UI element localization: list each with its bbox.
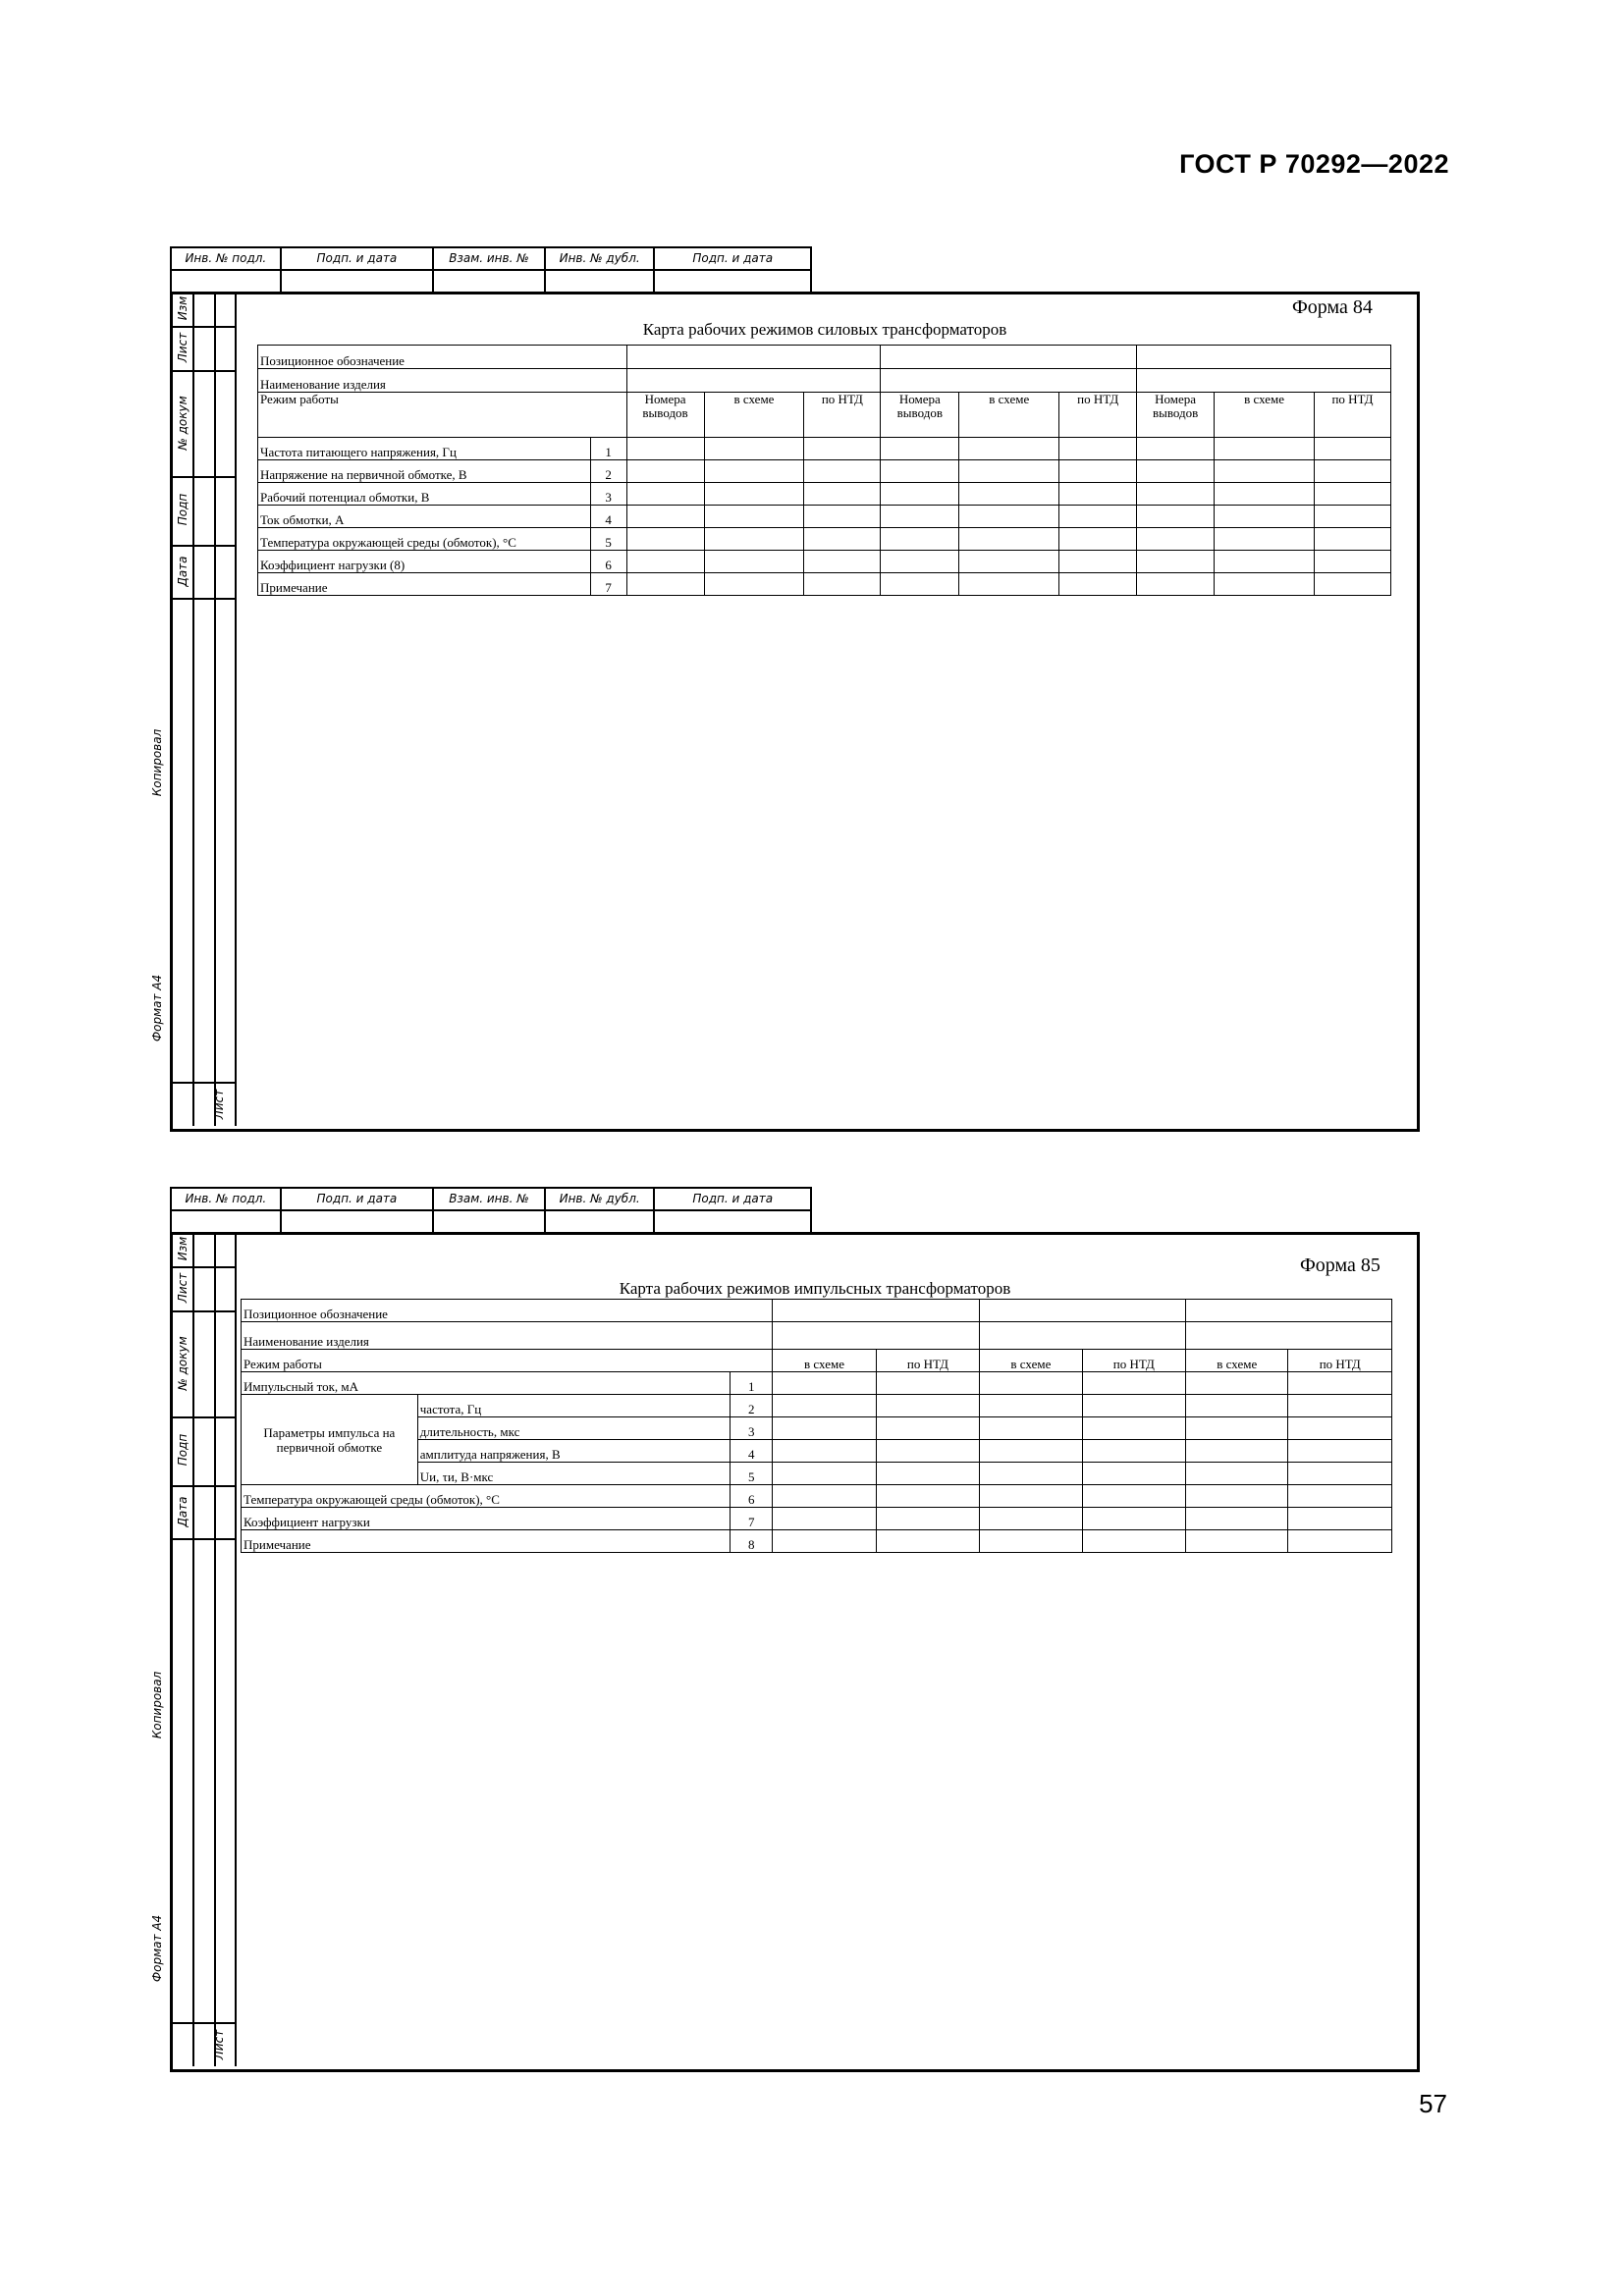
table-cell [626, 346, 881, 369]
stamp-strip-85 [170, 1187, 812, 1234]
form-title: Карта рабочих режимов силовых трансформаторов [642, 320, 1007, 339]
stamp-inv-podl: Инв. № подл. [171, 247, 281, 270]
table-cell [626, 369, 881, 393]
table-row [242, 1508, 1392, 1530]
table-cell [980, 1300, 1186, 1322]
stamp-cell [545, 270, 655, 293]
param-number: 8 [731, 1530, 773, 1553]
table-row [242, 1485, 1392, 1508]
param-label: Коэффициент нагрузки [242, 1508, 731, 1530]
form-title: Карта рабочих режимов импульсных трансформаторов [619, 1279, 1011, 1298]
header-ntd: по НТД [804, 393, 881, 438]
param-number: 5 [590, 528, 626, 551]
header-scheme: в схеме [980, 1350, 1082, 1372]
table-row [258, 483, 1391, 506]
stamp-cell [281, 270, 433, 293]
row-label-mode: Режим работы [242, 1350, 773, 1372]
table-row [258, 506, 1391, 528]
param-number: 3 [590, 483, 626, 506]
header-ntd: по НТД [876, 1350, 979, 1372]
param-number: 4 [731, 1440, 773, 1463]
table-cell [773, 1300, 980, 1322]
param-label: Ток обмотки, А [258, 506, 591, 528]
table-row [242, 1372, 1392, 1395]
stamp-strip-84 [170, 246, 812, 294]
side-label-izm: Изм [176, 295, 189, 321]
side-label-podp: Подп [176, 493, 189, 526]
param-number: 2 [731, 1395, 773, 1417]
table-cell [1137, 346, 1391, 369]
side-label-list: Лист [176, 332, 189, 363]
stamp-podp-data-2: Подп. и дата [654, 1188, 811, 1210]
form-label: Форма 84 [1292, 296, 1373, 318]
side-label-data: Дата [176, 1496, 189, 1527]
copied-label: Копировал [150, 1671, 164, 1739]
param-number: 1 [590, 438, 626, 460]
table-row [258, 551, 1391, 573]
row-label-mode: Режим работы [258, 393, 627, 438]
table-form85 [241, 1299, 1392, 1553]
side-label-list: Лист [176, 1272, 189, 1304]
stamp-inv-dubl: Инв. № дубл. [545, 1188, 655, 1210]
header-terminals: Номера выводов [626, 393, 704, 438]
header-scheme: в схеме [959, 393, 1059, 438]
stamp-cell [433, 1210, 545, 1233]
header-scheme: в схеме [704, 393, 804, 438]
header-scheme: в схеме [773, 1350, 876, 1372]
param-number: 3 [731, 1417, 773, 1440]
table-row [242, 1395, 1392, 1417]
table-cell [1186, 1322, 1392, 1350]
param-label: Частота питающего напряжения, Гц [258, 438, 591, 460]
param-label: Температура окружающей среды (обмоток), °С [242, 1485, 731, 1508]
stamp-cell [433, 270, 545, 293]
stamp-cell [654, 270, 811, 293]
table-row [258, 460, 1391, 483]
header-ntd: по НТД [1059, 393, 1137, 438]
row-label-position: Позиционное обозначение [242, 1300, 773, 1322]
param-label: длительность, мкс [417, 1417, 730, 1440]
header-terminals: Номера выводов [1137, 393, 1215, 438]
param-number: 6 [731, 1485, 773, 1508]
param-label: Напряжение на первичной обмотке, В [258, 460, 591, 483]
stamp-cell [654, 1210, 811, 1233]
header-scheme: в схеме [1215, 393, 1315, 438]
document-header: ГОСТ Р 70292—2022 [1179, 149, 1449, 179]
stamp-podp-data-2: Подп. и дата [654, 247, 811, 270]
table-row [258, 528, 1391, 551]
stamp-vzam-inv: Взам. инв. № [433, 247, 545, 270]
param-label: амплитуда напряжения, В [417, 1440, 730, 1463]
param-label: Температура окружающей среды (обмоток), °С [258, 528, 591, 551]
stamp-inv-dubl: Инв. № дубл. [545, 247, 655, 270]
page-number: 57 [1419, 2089, 1447, 2118]
param-label: Коэффициент нагрузки (8) [258, 551, 591, 573]
header-scheme: в схеме [1186, 1350, 1288, 1372]
row-label-name: Наименование изделия [258, 369, 627, 393]
stamp-vzam-inv: Взам. инв. № [433, 1188, 545, 1210]
table-cell [1137, 369, 1391, 393]
row-label-name: Наименование изделия [242, 1322, 773, 1350]
param-label: Примечание [242, 1530, 731, 1553]
format-label: Формат А4 [150, 974, 164, 1042]
format-label: Формат А4 [150, 1914, 164, 1983]
form-label: Форма 85 [1300, 1255, 1380, 1276]
stamp-podp-data: Подп. и дата [281, 1188, 433, 1210]
param-label: Примечание [258, 573, 591, 596]
table-cell [1186, 1300, 1392, 1322]
table-row [242, 1530, 1392, 1553]
param-number: 7 [590, 573, 626, 596]
header-ntd: по НТД [1315, 393, 1391, 438]
stamp-podp-data: Подп. и дата [281, 247, 433, 270]
header-ntd: по НТД [1288, 1350, 1392, 1372]
param-label: Uи, τи, В·мкс [417, 1463, 730, 1485]
param-number: 4 [590, 506, 626, 528]
stamp-cell [281, 1210, 433, 1233]
stamp-cell [545, 1210, 655, 1233]
table-cell [881, 346, 1137, 369]
param-number: 1 [731, 1372, 773, 1395]
param-label: частота, Гц [417, 1395, 730, 1417]
table-cell [773, 1322, 980, 1350]
table-row [258, 438, 1391, 460]
table-cell [881, 369, 1137, 393]
side-label-dokum: № докум [176, 1336, 189, 1391]
stamp-inv-podl: Инв. № подл. [171, 1188, 281, 1210]
param-number: 2 [590, 460, 626, 483]
side-label-sheet: Лист [212, 2029, 226, 2060]
header-ntd: по НТД [1082, 1350, 1185, 1372]
header-terminals: Номера выводов [881, 393, 959, 438]
side-label-data: Дата [176, 556, 189, 587]
side-label-izm: Изм [176, 1236, 189, 1261]
param-label: Импульсный ток, мА [242, 1372, 731, 1395]
pulse-group-label: Параметры импульса на первичной обмотке [242, 1395, 418, 1485]
param-number: 7 [731, 1508, 773, 1530]
table-cell [980, 1322, 1186, 1350]
side-label-sheet: Лист [212, 1089, 226, 1120]
param-label: Рабочий потенциал обмотки, В [258, 483, 591, 506]
side-label-podp: Подп [176, 1433, 189, 1467]
table-row [258, 573, 1391, 596]
table-form84 [257, 345, 1391, 596]
copied-label: Копировал [150, 728, 164, 797]
param-number: 6 [590, 551, 626, 573]
side-label-dokum: № докум [176, 396, 189, 451]
row-label-position: Позиционное обозначение [258, 346, 627, 369]
param-number: 5 [731, 1463, 773, 1485]
